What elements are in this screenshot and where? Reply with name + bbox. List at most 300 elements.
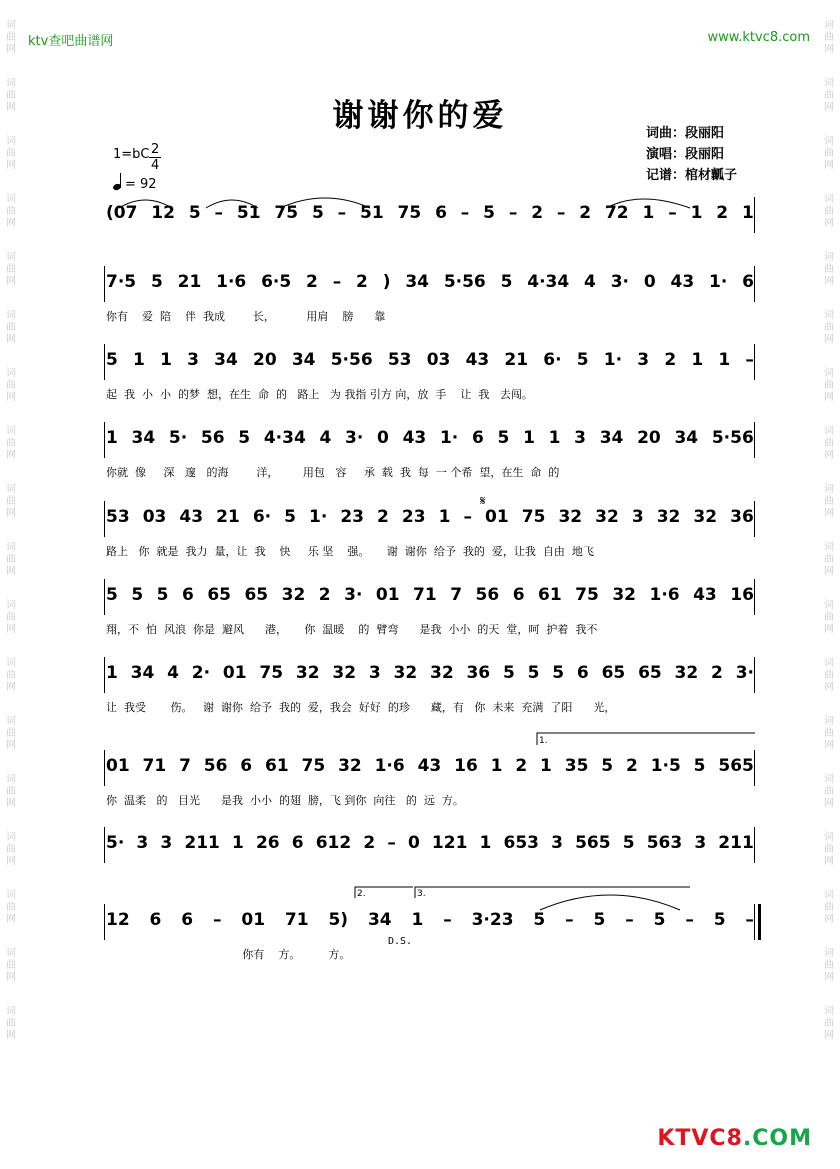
- note: –: [508, 203, 518, 223]
- note: 5: [622, 833, 635, 853]
- note: (07: [106, 203, 138, 223]
- note: 61: [538, 585, 562, 605]
- note: 5: [693, 756, 706, 776]
- barline: [104, 266, 105, 302]
- volta-2-bracket: [355, 887, 413, 898]
- note: 23: [401, 507, 426, 527]
- note: 53: [106, 507, 130, 527]
- note: 2: [711, 663, 723, 683]
- note: 3: [694, 833, 707, 853]
- note: 03: [142, 507, 167, 527]
- note: 2: [363, 833, 376, 853]
- note: 5: [497, 428, 510, 448]
- note: 1: [642, 203, 655, 223]
- note: 43: [465, 350, 490, 370]
- note: –: [212, 910, 222, 930]
- note: 20: [637, 428, 661, 448]
- lyric-line: 你 温柔 的 目光 是我 小小 的翅 膀，飞 到你 向往 的 远 方。: [106, 794, 464, 807]
- note: 35: [564, 756, 589, 776]
- left-watermark-strip: [4, 20, 18, 1160]
- note: 6: [742, 272, 754, 292]
- watermark-glyph: 词曲网: [824, 136, 834, 171]
- note: 51: [360, 203, 384, 223]
- note: 1·: [309, 507, 328, 527]
- note: 5: [502, 663, 515, 683]
- note: 75: [274, 203, 299, 223]
- watermark-glyph: 词曲网: [6, 310, 16, 345]
- volta-3-label: 3.: [417, 889, 426, 899]
- note: 43: [693, 585, 717, 605]
- note: 3·: [735, 663, 754, 683]
- note: 5: [156, 585, 169, 605]
- note: 65: [638, 663, 662, 683]
- barline: [104, 344, 105, 380]
- note: 1·: [603, 350, 623, 370]
- score-row: [106, 350, 754, 401]
- note: 5·: [168, 428, 188, 448]
- note: 3: [574, 428, 586, 448]
- note: 32: [393, 663, 418, 683]
- note: 75: [301, 756, 326, 776]
- note: –: [556, 203, 566, 223]
- note: 3·: [345, 428, 364, 448]
- note: 3: [160, 833, 173, 853]
- note: 36: [466, 663, 491, 683]
- note: 3·: [344, 585, 363, 605]
- quarter-note-icon: [112, 183, 122, 191]
- note: 75: [397, 203, 422, 223]
- barline: [754, 197, 755, 233]
- note: 3: [368, 663, 381, 683]
- note: 65: [601, 663, 626, 683]
- note: 1: [690, 203, 703, 223]
- logo-red-part: KTVC8: [657, 1126, 743, 1151]
- note: 1: [548, 428, 561, 448]
- note: 36: [730, 507, 754, 527]
- note: –: [685, 910, 694, 930]
- note-line: [106, 910, 754, 930]
- note: 653: [503, 833, 539, 853]
- note: 1: [133, 350, 145, 370]
- score-row: [106, 663, 754, 714]
- watermark-glyph: 词曲网: [824, 832, 834, 867]
- note: 65: [207, 585, 231, 605]
- lyricist-composer: 词曲：段丽阳: [646, 126, 725, 141]
- lyric-line: 让 我受 伤。 谢 谢你 给予 我的 爱，我会 好好 的珍 藏，有 你 未来 充满 了阳 光，: [106, 701, 616, 714]
- note: 16: [454, 756, 478, 776]
- note: 5·56: [443, 272, 486, 292]
- credits-block: [646, 123, 737, 186]
- note: 4·34: [527, 272, 570, 292]
- score-row: [106, 203, 754, 235]
- note: 23: [340, 507, 365, 527]
- note: 12: [151, 203, 175, 223]
- barline: [754, 657, 755, 693]
- note: 12: [106, 910, 130, 930]
- lyric-line: 你就 像 深 邃 的海 洋， 用包 容 承 载 我 每 一 个希 望，在生 命 的: [106, 466, 560, 479]
- note: 32: [295, 663, 320, 683]
- note: 2: [306, 272, 318, 292]
- site-name-left[interactable]: ktv查吧曲谱网: [28, 34, 114, 49]
- watermark-glyph: 词曲网: [824, 194, 834, 229]
- note: –: [460, 203, 470, 223]
- note: 1: [718, 350, 731, 370]
- note: 34: [599, 428, 624, 448]
- note: 2: [664, 350, 677, 370]
- note: 0: [643, 272, 656, 292]
- note-line: [106, 833, 754, 853]
- note: 4·34: [263, 428, 306, 448]
- note: 7·5: [106, 272, 137, 292]
- ktvc8-logo[interactable]: [657, 1126, 812, 1151]
- note: 5: [150, 272, 163, 292]
- score-row: [106, 585, 754, 636]
- watermark-glyph: 词曲网: [824, 78, 834, 113]
- note: –: [745, 350, 754, 370]
- note: 5: [593, 910, 606, 930]
- note: 1: [106, 663, 118, 683]
- score-row: [106, 756, 754, 807]
- note: 0: [407, 833, 420, 853]
- barline: [754, 904, 755, 940]
- note: 4: [167, 663, 179, 683]
- note: –: [443, 910, 452, 930]
- watermark-glyph: 词曲网: [6, 832, 16, 867]
- note: 2·: [191, 663, 211, 683]
- note: 72: [604, 203, 629, 223]
- barline: [754, 422, 755, 458]
- note: 5: [483, 203, 495, 223]
- note: 0: [377, 428, 389, 448]
- note: 2: [515, 756, 528, 776]
- note: 01: [241, 910, 266, 930]
- note: 5: [601, 756, 614, 776]
- note: 6: [471, 428, 484, 448]
- note: 34: [367, 910, 392, 930]
- watermark-glyph: 词曲网: [6, 252, 16, 287]
- note: 7: [450, 585, 463, 605]
- note: 5·56: [711, 428, 754, 448]
- note: 5: [552, 663, 565, 683]
- note: 2: [318, 585, 331, 605]
- note: 6·: [543, 350, 562, 370]
- note: 43: [402, 428, 427, 448]
- note: 1: [106, 428, 118, 448]
- volta-2-label: 2.: [357, 889, 366, 899]
- note: 34: [130, 663, 155, 683]
- note: 5: [238, 428, 251, 448]
- site-url-right[interactable]: www.ktvc8.com: [707, 30, 810, 45]
- watermark-glyph: 词曲网: [6, 716, 16, 751]
- note: –: [565, 910, 574, 930]
- note: 5: [188, 203, 201, 223]
- watermark-glyph: 词曲网: [6, 78, 16, 113]
- note: –: [337, 203, 347, 223]
- note: 01: [106, 756, 130, 776]
- note: 61: [265, 756, 289, 776]
- note: 5: [284, 507, 296, 527]
- watermark-glyph: 词曲网: [6, 194, 16, 229]
- watermark-glyph: 词曲网: [824, 20, 834, 55]
- note: 5: [713, 910, 726, 930]
- note: 32: [558, 507, 583, 527]
- watermark-glyph: 词曲网: [824, 774, 834, 809]
- watermark-glyph: 词曲网: [6, 20, 16, 55]
- note: 1: [490, 756, 503, 776]
- watermark-glyph: 词曲网: [824, 716, 834, 751]
- watermark-glyph: 词曲网: [824, 484, 834, 519]
- watermark-glyph: 词曲网: [6, 1006, 16, 1041]
- note: 1: [160, 350, 172, 370]
- note: 5: [533, 910, 546, 930]
- logo-green-part: .COM: [742, 1126, 812, 1151]
- note: 56: [200, 428, 225, 448]
- note-line: [106, 663, 754, 683]
- note: 34: [291, 350, 316, 370]
- barline: [754, 501, 755, 537]
- note-line: [106, 756, 754, 776]
- note: 1: [691, 350, 704, 370]
- note: 32: [693, 507, 718, 527]
- note: 1·6: [649, 585, 680, 605]
- note: 3·: [610, 272, 630, 292]
- ds-mark: D.S.: [388, 936, 413, 947]
- note: 34: [405, 272, 429, 292]
- singer: 演唱：段丽阳: [646, 147, 725, 162]
- tempo-marking: [113, 173, 157, 192]
- note: 5: [653, 910, 666, 930]
- barline: [104, 422, 105, 458]
- note: 3: [551, 833, 563, 853]
- note: 2: [579, 203, 592, 223]
- segno-sign: 𝄋: [480, 494, 486, 509]
- note: –: [214, 203, 224, 223]
- watermark-glyph: 词曲网: [824, 542, 834, 577]
- barline: [754, 579, 755, 615]
- note: 3·23: [471, 910, 514, 930]
- note: 32: [281, 585, 306, 605]
- note: 1·6: [374, 756, 405, 776]
- score-row: [106, 910, 754, 961]
- watermark-glyph: 词曲网: [6, 658, 16, 693]
- note: 612: [315, 833, 352, 853]
- watermark-glyph: 词曲网: [6, 600, 16, 635]
- watermark-glyph: 词曲网: [824, 948, 834, 983]
- watermark-glyph: 词曲网: [6, 136, 16, 171]
- note: 01: [222, 663, 247, 683]
- note: –: [463, 507, 472, 527]
- meter-bottom: 4: [151, 158, 160, 173]
- note-line: [106, 585, 754, 605]
- score-row: [106, 428, 754, 479]
- barline: [754, 266, 755, 302]
- note: 6: [576, 663, 589, 683]
- note: 3: [187, 350, 199, 370]
- note: 32: [612, 585, 636, 605]
- note: 2: [377, 507, 389, 527]
- note: 43: [670, 272, 695, 292]
- transcriber: 记谱：棺材瓤子: [646, 168, 738, 183]
- volta-1-label: 1.: [539, 736, 548, 746]
- meter-top: 2: [151, 142, 160, 157]
- note: 211: [718, 833, 754, 853]
- note: 1: [540, 756, 552, 776]
- note: 6: [181, 585, 194, 605]
- lyric-line: 起 我 小 小 的梦 想，在生 命 的 路上 为 我指 引方 向，放 手 让 我 去闯。: [106, 388, 533, 401]
- note: 43: [179, 507, 204, 527]
- note: 21: [504, 350, 529, 370]
- note: 34: [674, 428, 699, 448]
- key-signature: 1=bC: [113, 147, 150, 162]
- watermark-glyph: 词曲网: [824, 1006, 834, 1041]
- note: 1·6: [216, 272, 247, 292]
- note: 3: [136, 833, 149, 853]
- note: 71: [142, 756, 167, 776]
- watermark-glyph: 词曲网: [6, 542, 16, 577]
- note-line: [106, 272, 754, 292]
- watermark-glyph: 词曲网: [824, 600, 834, 635]
- note: 1: [438, 507, 451, 527]
- note: 6·5: [261, 272, 292, 292]
- note: 75: [521, 507, 546, 527]
- score-row: [106, 833, 754, 865]
- volta-1-bracket: [537, 733, 755, 745]
- note: 5): [328, 910, 349, 930]
- watermark-glyph: 词曲网: [824, 658, 834, 693]
- watermark-glyph: 词曲网: [824, 890, 834, 925]
- lyric-line: 你有 方。 方。: [106, 948, 351, 961]
- note: 32: [429, 663, 454, 683]
- note: 26: [255, 833, 280, 853]
- watermark-glyph: 词曲网: [6, 368, 16, 403]
- barline: [104, 579, 105, 615]
- note: 5: [131, 585, 144, 605]
- note-line: [106, 203, 754, 223]
- slur: [540, 895, 680, 910]
- note: 16: [730, 585, 754, 605]
- note: 32: [338, 756, 362, 776]
- note: 53: [387, 350, 412, 370]
- note: 65: [244, 585, 269, 605]
- lyric-line: 翔，不 怕 风浪 你是 避风 港， 你 温暖 的 臂弯 是我 小小 的天 堂，呵 护着 我不: [106, 623, 598, 636]
- note: 2: [716, 203, 729, 223]
- note: –: [332, 272, 342, 292]
- barline: [104, 827, 105, 863]
- watermark-glyph: 词曲网: [6, 774, 16, 809]
- note: 5: [527, 663, 540, 683]
- note: 1: [741, 203, 754, 223]
- note: 34: [214, 350, 238, 370]
- lyric-line: 你有 爱 陪 伴 我成 长， 用肩 膀 靠: [106, 310, 386, 323]
- note: 43: [417, 756, 442, 776]
- note: 565: [575, 833, 611, 853]
- note: 56: [475, 585, 500, 605]
- note: 7: [179, 756, 191, 776]
- note: ): [382, 272, 391, 292]
- note: 6: [181, 910, 194, 930]
- note: 5·: [106, 833, 125, 853]
- note: 56: [203, 756, 228, 776]
- note: 5: [106, 585, 118, 605]
- note: 75: [259, 663, 284, 683]
- note: 32: [595, 507, 619, 527]
- note: 1: [523, 428, 535, 448]
- note: 1: [231, 833, 244, 853]
- note: 5: [500, 272, 513, 292]
- note: 71: [284, 910, 309, 930]
- note: 1·: [709, 272, 728, 292]
- note: 2: [625, 756, 638, 776]
- note: 34: [131, 428, 156, 448]
- note: 6: [149, 910, 162, 930]
- note: 71: [413, 585, 437, 605]
- note: –: [625, 910, 634, 930]
- note: 565: [718, 756, 754, 776]
- lyric-line: 路上 你 就是 我力 量，让 我 快 乐 坚 强。 谢 谢你 给予 我的 爱，让我 自由 地飞: [106, 545, 594, 558]
- note: 01: [375, 585, 400, 605]
- note: 1·: [439, 428, 459, 448]
- barline: [104, 904, 105, 940]
- note: 2: [531, 203, 544, 223]
- watermark-glyph: 词曲网: [824, 252, 834, 287]
- note-line: [106, 428, 754, 448]
- note: 1: [479, 833, 492, 853]
- note: 1: [411, 910, 424, 930]
- note: –: [387, 833, 396, 853]
- note: –: [745, 910, 754, 930]
- watermark-glyph: 词曲网: [824, 310, 834, 345]
- note: 6: [240, 756, 253, 776]
- note: 5: [311, 203, 324, 223]
- note: 3: [637, 350, 650, 370]
- right-watermark-strip: [822, 20, 836, 1160]
- note: 03: [426, 350, 451, 370]
- note: 01: [485, 507, 509, 527]
- tempo-value: = 92: [125, 177, 157, 192]
- barline: [754, 344, 755, 380]
- note: 121: [431, 833, 468, 853]
- note: 6: [291, 833, 304, 853]
- score-row: [106, 507, 754, 558]
- volta-3-bracket: [415, 887, 690, 898]
- barline: [104, 750, 105, 786]
- barline: [754, 827, 755, 863]
- watermark-glyph: 词曲网: [6, 948, 16, 983]
- time-signature: [149, 142, 161, 173]
- score-row: [106, 272, 754, 323]
- song-title: 谢谢你的爱: [332, 98, 508, 134]
- barline: [104, 501, 105, 537]
- note: 4: [584, 272, 596, 292]
- note: 563: [646, 833, 683, 853]
- final-barline: [758, 904, 761, 940]
- note: 5·56: [330, 350, 373, 370]
- note: 32: [332, 663, 357, 683]
- note-line: [106, 507, 754, 527]
- note: –: [668, 203, 677, 223]
- note: 6·: [252, 507, 272, 527]
- note: 5: [576, 350, 589, 370]
- barline: [754, 750, 755, 786]
- note-line: [106, 350, 754, 370]
- note: 32: [674, 663, 699, 683]
- note: 75: [575, 585, 599, 605]
- watermark-glyph: 词曲网: [6, 426, 16, 461]
- note: 32: [656, 507, 681, 527]
- barline: [104, 657, 105, 693]
- note: 21: [216, 507, 240, 527]
- note: 5: [106, 350, 118, 370]
